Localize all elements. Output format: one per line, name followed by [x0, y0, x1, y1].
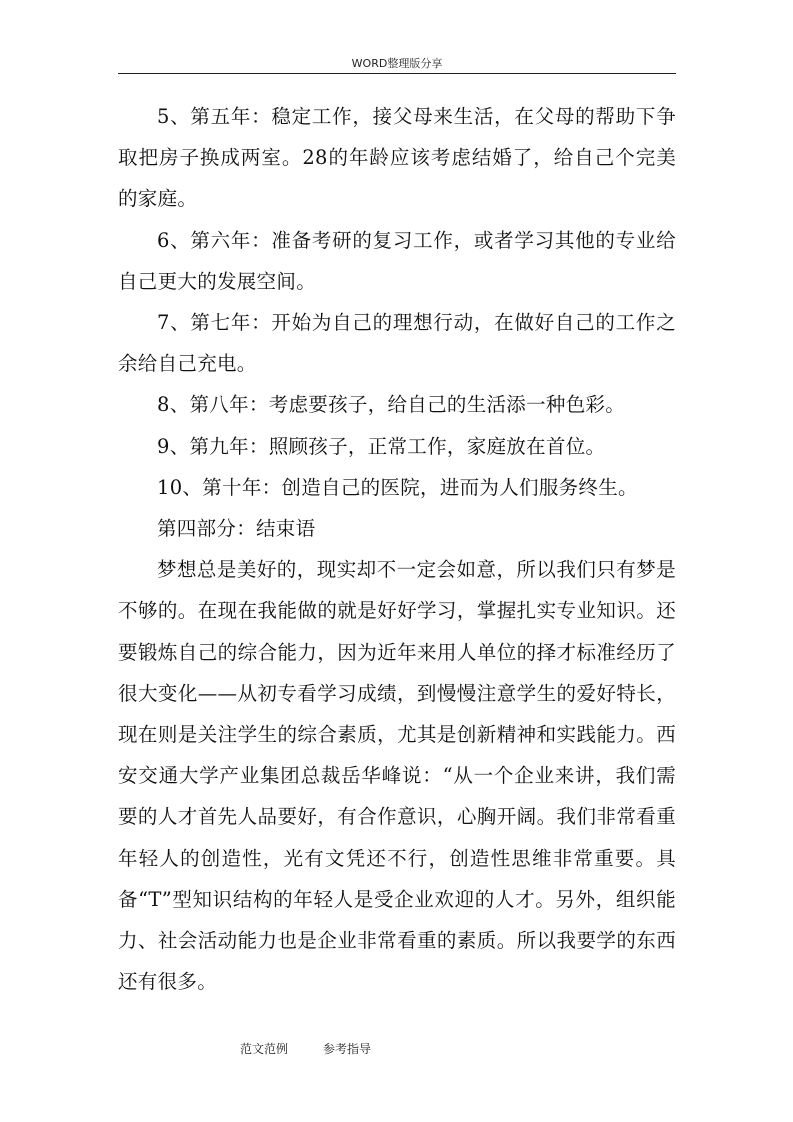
- paragraph-year-10: 10、第十年：创造自己的医院，进而为人们服务终生。: [157, 475, 638, 499]
- paragraph-year-9: 9、第九年：照顾孩子，正常工作，家庭放在首位。: [157, 434, 606, 458]
- document-body: [118, 96, 676, 1002]
- closing-paragraph: 梦想总是美好的，现实却不一定会如意，所以我们只有梦是不够的。在现在我能做的就是好好学习，掌握扎实专业知识。还要锻炼自己的综合能力，因为近年来用人单位的择才标准经历了很大变化——从初专看学习成绩，到慢慢注意学生的爱好特长，现在则是关注学生的综合素质，尤其是创新精神和实践能力。西安交通大学产业集团总裁岳华峰说：“从一个企业来讲，我们需要的人才首先人品要好，有合作意识，心胸开阔。我们非常看重年轻人的创造性，光有文凭还不行，创造性思维非常重要。具备“T”型知识结构的年轻人是受企业欢迎的人才。另外，组织能力、社会活动能力也是企业非常看重的素质。所以我要学的东西还有很多。: [118, 558, 676, 994]
- footer-right-text: 参考指导: [323, 1042, 372, 1056]
- paragraph-year-6: 6、第六年：准备考研的复习工作，或者学习其他的专业给自己更大的发展空间。: [118, 228, 676, 293]
- section-heading: 第四部分：结束语: [157, 517, 316, 541]
- paragraph-year-5: 5、第五年：稳定工作，接父母来生活，在父母的帮助下争取把房子换成两室。28的年龄应该考虑结婚了，给自己个完美的家庭。: [118, 105, 676, 211]
- paragraph-year-7: 7、第七年：开始为自己的理想行动，在做好自己的工作之余给自己充电。: [118, 311, 676, 376]
- footer-left-text: 范文范例: [240, 1042, 289, 1056]
- paragraph-year-8: 8、第八年：考虑要孩子，给自己的生活添一种色彩。: [157, 393, 626, 417]
- header-text: WORD整理版分享: [351, 57, 443, 70]
- page-header: [118, 56, 676, 74]
